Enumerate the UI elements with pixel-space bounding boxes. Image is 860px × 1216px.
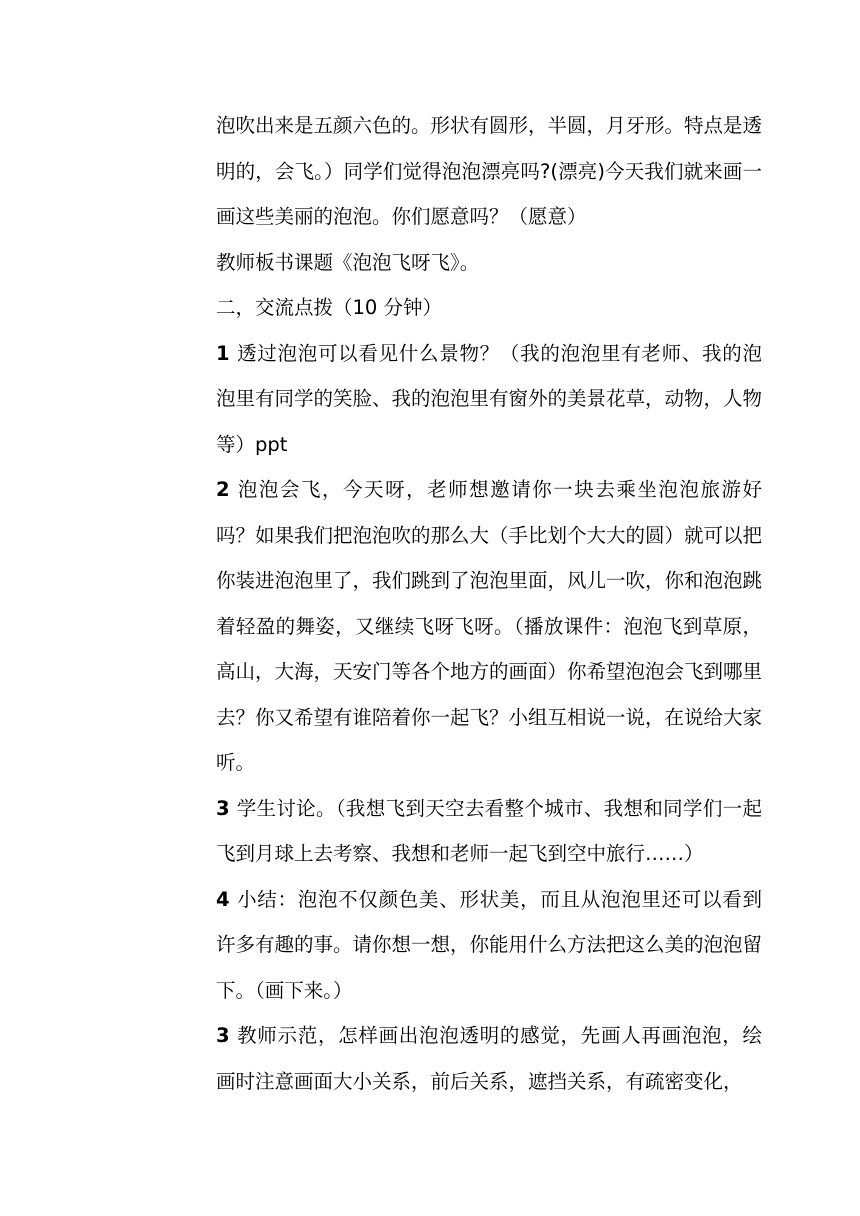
- paragraph: [216, 240, 762, 286]
- paragraph-text: 小结：泡泡不仅颜色美、形状美，而且从泡泡里还可以看到许多有趣的事。请你想一想，你能用什么方法把这么美的泡泡留下。（画下来。）: [216, 887, 763, 1002]
- section-heading: [216, 285, 762, 331]
- paragraph: [216, 103, 762, 240]
- item-number: 3: [216, 1024, 238, 1047]
- item-number: 3: [216, 796, 237, 820]
- paragraph: [216, 331, 762, 468]
- item-number: 1: [216, 341, 238, 365]
- paragraph: [216, 467, 762, 786]
- paragraph-text: 二，交流点拨（10 分钟）: [216, 296, 443, 319]
- paragraph: [216, 1013, 762, 1104]
- paragraph-text: 教师板书课题《泡泡飞呀飞》。: [216, 250, 480, 274]
- paragraph: [216, 786, 762, 877]
- paragraph: [216, 877, 762, 1014]
- item-number: 2: [216, 478, 238, 501]
- item-number: 4: [216, 887, 238, 911]
- paragraph-text: 泡泡会飞，今天呀，老师想邀请你一块去乘坐泡泡旅游好吗？如果我们把泡泡吹的那么大（手比划个大大的圆）就可以把你装进泡泡里了，我们跳到了泡泡里面，风儿一吹，你和泡泡跳着轻盈的舞姿，又继续飞呀飞呀。（播放课件：泡泡飞到草原，高山，大海，天安门等各个地方的画面）你希望泡泡会飞到哪里去？你又希望有谁陪着你一起飞？小组互相说一说，在说给大家听。: [216, 478, 763, 774]
- paragraph-text: 透过泡泡可以看见什么景物？（我的泡泡里有老师、我的泡泡里有同学的笑脸、我的泡泡里有窗外的美景花草，动物，人物等）ppt: [216, 341, 763, 456]
- paragraph-text: 教师示范，怎样画出泡泡透明的感觉，先画人再画泡泡，绘画时注意画面大小关系，前后关系，遮挡关系，有疏密变化，: [216, 1024, 762, 1093]
- paragraph-text: 泡吹出来是五颜六色的。形状有圆形，半圆，月牙形。特点是透明的，会飞。）同学们觉得泡泡漂亮吗?(漂亮)今天我们就来画一画这些美丽的泡泡。你们愿意吗？（愿意）: [216, 114, 763, 228]
- paragraph-text: 学生讨论。（我想飞到天空去看整个城市、我想和同学们一起飞到月球上去考察、我想和老师一起飞到空中旅行……）: [216, 796, 762, 865]
- document-page: [216, 103, 762, 1104]
